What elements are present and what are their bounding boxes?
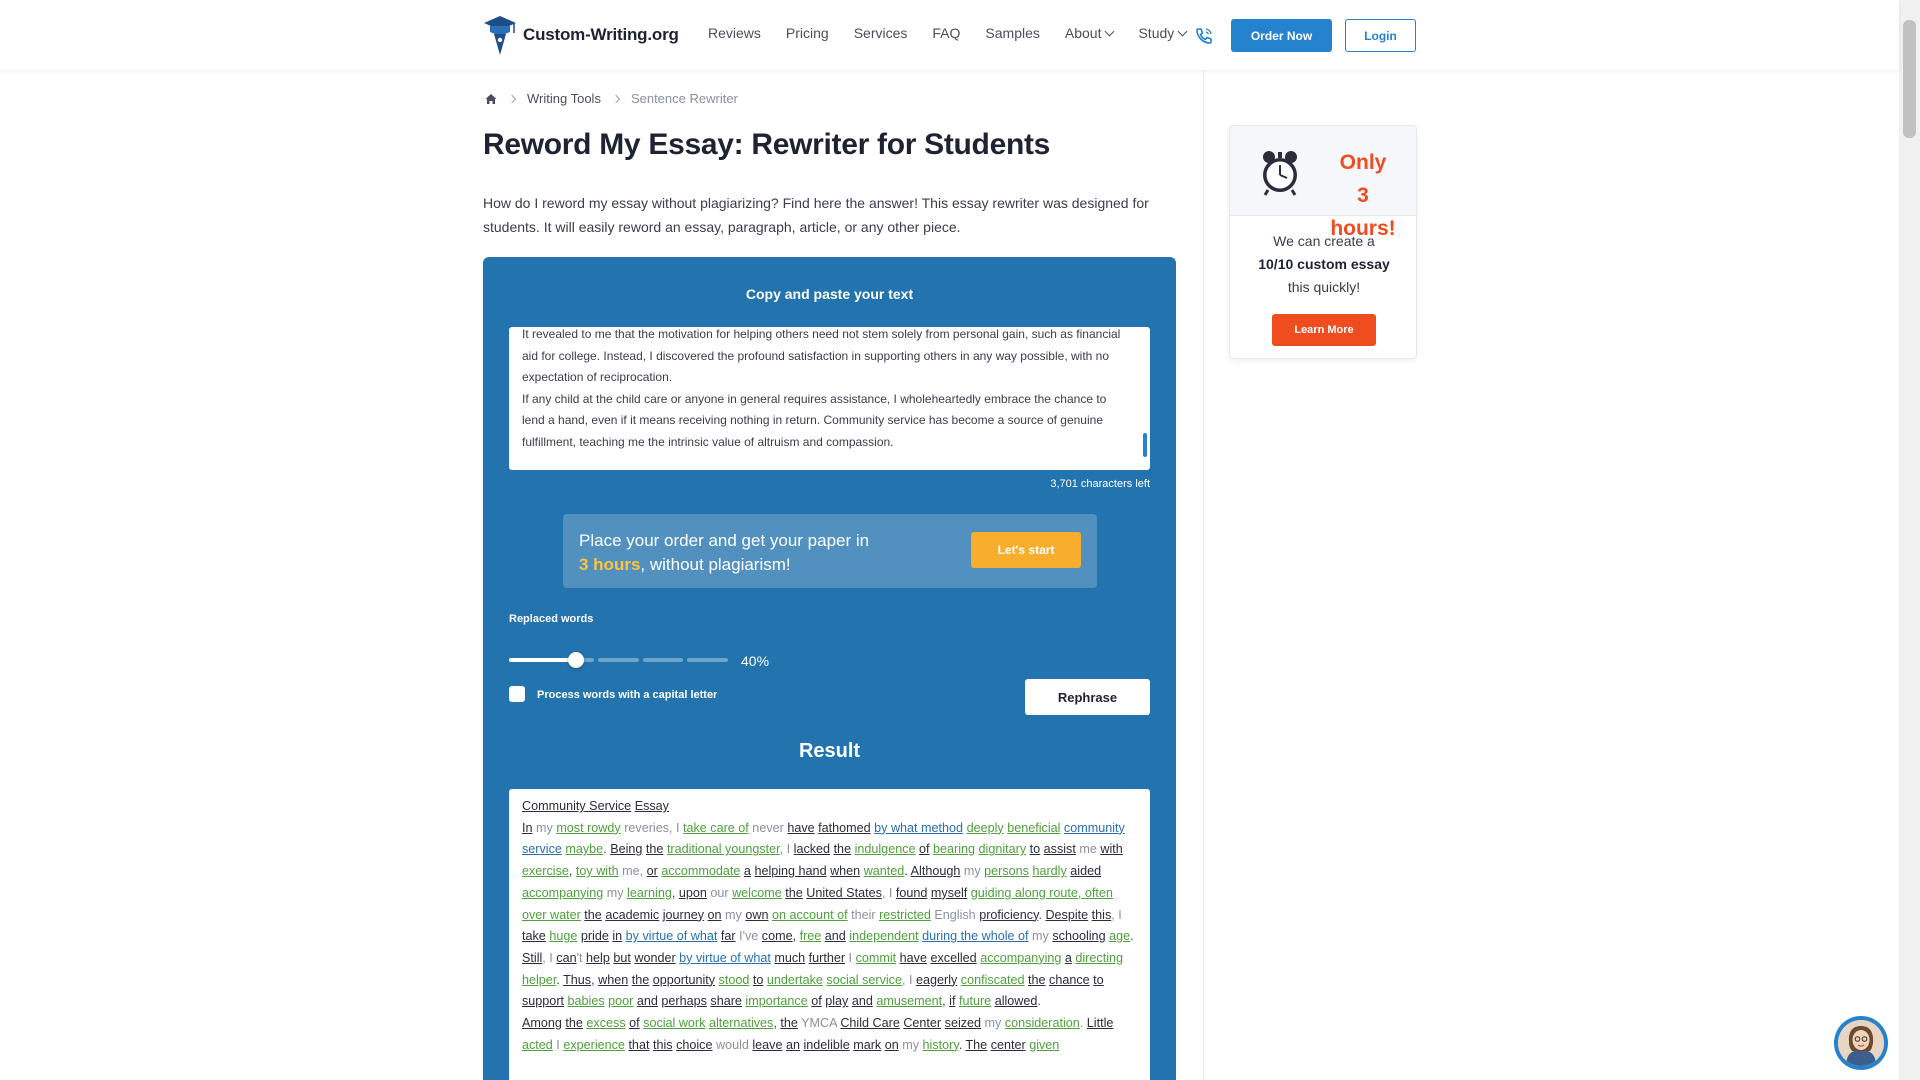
replaced-word[interactable]: welcome	[732, 885, 782, 900]
result-word: , I	[779, 842, 794, 857]
promo-text	[579, 529, 869, 577]
replaced-word[interactable]: indulgence	[854, 842, 916, 857]
result-word: own	[745, 907, 769, 922]
replaced-word[interactable]: history	[922, 1037, 959, 1052]
nav-faq[interactable]	[932, 25, 960, 41]
replaced-word[interactable]: most rowdy	[556, 820, 621, 835]
result-word: me,	[618, 864, 647, 879]
result-word: 't	[576, 950, 587, 965]
result-word: the	[1028, 972, 1046, 987]
input-scrollbar[interactable]	[1143, 433, 1147, 457]
replaced-word[interactable]: during the whole of	[922, 929, 1029, 944]
promo-card-headline-2: 3 hours!	[1330, 184, 1396, 240]
nav-services[interactable]	[854, 25, 908, 41]
result-word: excelled	[930, 950, 977, 965]
result-word: Community Service	[522, 799, 632, 813]
replaced-word[interactable]: poor	[608, 994, 634, 1009]
promo-card-body-1: We can create a	[1273, 233, 1375, 249]
breadcrumb-writing-tools[interactable]: Writing Tools	[527, 91, 601, 106]
result-word: would	[712, 1037, 753, 1052]
nav-faq-label: FAQ	[932, 25, 961, 41]
column-divider	[1203, 70, 1204, 1080]
result-word: Essay	[634, 799, 669, 813]
result-word: when	[598, 972, 629, 987]
result-word: of	[629, 1016, 640, 1031]
scrollbar-thumb[interactable]	[1903, 20, 1916, 138]
result-word: on	[884, 1037, 899, 1052]
result-word: fathomed	[818, 820, 871, 835]
replaced-word[interactable]: stood	[718, 972, 750, 987]
result-word: Little	[1086, 1016, 1114, 1031]
replaced-word[interactable]: alternatives	[708, 1016, 774, 1031]
result-word: an	[785, 1037, 800, 1052]
replaced-word[interactable]: learning	[627, 885, 672, 900]
lets-start-button[interactable]: Let's start	[971, 532, 1081, 568]
nav-about-label: About	[1064, 25, 1102, 41]
order-now-button[interactable]: Order Now	[1231, 19, 1332, 52]
result-word: the	[780, 1016, 798, 1031]
result-word: the	[645, 842, 664, 857]
result-word: , I	[901, 972, 916, 987]
result-word: the	[785, 885, 803, 900]
result-word: assist	[1043, 842, 1076, 857]
replaced-word[interactable]: consideration	[1004, 1016, 1080, 1031]
result-word: have	[899, 950, 927, 965]
result-word: Among	[522, 1016, 562, 1031]
result-word: my	[721, 907, 746, 922]
replaced-word[interactable]: free	[799, 929, 822, 944]
result-word: the	[565, 1016, 583, 1031]
result-word: Thus	[563, 972, 592, 987]
result-word: my	[898, 1037, 923, 1052]
result-word: ,	[568, 864, 576, 879]
chat-widget-button[interactable]	[1834, 1016, 1888, 1070]
replaced-word[interactable]: persons	[984, 864, 1029, 879]
result-word: reveries, I	[620, 820, 683, 835]
result-word: .	[1079, 1016, 1087, 1031]
nav-samples-label: Samples	[985, 25, 1040, 41]
result-word: a	[1064, 950, 1072, 965]
result-word: myself	[930, 885, 968, 900]
promo-card-body-2: 10/10 custom essay	[1258, 256, 1390, 272]
slider-fill	[509, 658, 576, 662]
replaced-word[interactable]: traditional youngster	[666, 842, 780, 857]
result-word: of	[919, 842, 930, 857]
result-word: , I	[881, 885, 896, 900]
replaced-word[interactable]: take care of	[683, 820, 749, 835]
result-word: schooling	[1052, 929, 1106, 944]
result-word: Child Care	[840, 1016, 900, 1031]
promo-card-body-3: this quickly!	[1287, 279, 1361, 295]
replaced-word[interactable]: commit	[855, 950, 897, 965]
replaced-word[interactable]: wanted	[863, 864, 905, 879]
result-word: further	[808, 950, 846, 965]
logo-text: Custom-Writing.org	[523, 25, 679, 44]
result-word: to	[1029, 842, 1041, 857]
result-word: I've	[735, 929, 762, 944]
main-nav	[708, 25, 1211, 41]
replaced-words-slider[interactable]	[509, 652, 728, 668]
result-word: in	[612, 929, 623, 944]
replaced-word[interactable]: given	[1029, 1037, 1060, 1052]
promo-accent: 3 hours	[579, 555, 641, 574]
result-word: helping hand	[754, 864, 827, 879]
nav-reviews[interactable]	[708, 25, 761, 41]
replaced-word[interactable]: importance	[745, 994, 808, 1009]
characters-left: 3,701 characters left	[1050, 478, 1150, 490]
replaced-word[interactable]: acted	[522, 1037, 553, 1052]
result-word: YMCA	[797, 1016, 841, 1031]
result-word: I	[845, 950, 856, 965]
result-word: ,	[773, 1016, 781, 1031]
result-word: on	[707, 907, 722, 922]
result-word: pride	[580, 929, 609, 944]
result-word: .	[958, 1037, 966, 1052]
result-word: .	[1038, 907, 1046, 922]
result-word: never	[748, 820, 788, 835]
result-word: found	[895, 885, 928, 900]
result-word: my	[603, 885, 628, 900]
replaced-word[interactable]: exercise	[522, 864, 569, 879]
result-word: my	[981, 1016, 1005, 1031]
result-word: allowed	[994, 994, 1038, 1009]
promo-line2: , without plagiarism!	[640, 555, 791, 574]
result-word: this	[652, 1037, 673, 1052]
promo-card	[1229, 125, 1417, 359]
capital-letter-label[interactable]: Process words with a capital letter	[537, 689, 718, 701]
result-word: upon	[678, 885, 707, 900]
replaced-word[interactable]: confiscated	[960, 972, 1025, 987]
result-word: can	[556, 950, 577, 965]
result-word: Although	[910, 864, 961, 879]
result-word: center	[990, 1037, 1026, 1052]
input-heading: Copy and paste your text	[745, 286, 914, 302]
result-word: seized	[944, 1016, 982, 1031]
result-word: wonder	[634, 950, 676, 965]
breadcrumb-separator-icon	[612, 94, 620, 102]
result-word: academic	[605, 907, 660, 922]
nav-pricing-label: Pricing	[785, 25, 829, 41]
result-word: share	[710, 994, 742, 1009]
result-word: the	[833, 842, 852, 857]
result-word: leave	[752, 1037, 783, 1052]
breadcrumb-current: Sentence Rewriter	[630, 91, 738, 106]
result-word: choice	[676, 1037, 713, 1052]
result-word: United States	[806, 885, 882, 900]
result-word: ,	[671, 885, 679, 900]
result-word: journey	[662, 907, 705, 922]
result-word: the	[584, 907, 602, 922]
result-word: my	[532, 820, 557, 835]
result-word: , I	[1111, 907, 1122, 922]
replaced-word[interactable]: accommodate	[661, 864, 741, 879]
replaced-word[interactable]: by virtue of what	[625, 929, 718, 944]
result-word: mark	[853, 1037, 882, 1052]
result-word: English	[930, 907, 980, 922]
result-word: and	[851, 994, 873, 1009]
result-word: play	[825, 994, 849, 1009]
breadcrumb	[485, 91, 738, 106]
result-word: but	[613, 950, 631, 965]
result-word: of	[811, 994, 822, 1009]
support-agent-avatar-icon	[1838, 1020, 1884, 1066]
chevron-down-icon	[1178, 26, 1188, 36]
nav-reviews-label: Reviews	[708, 25, 761, 41]
result-word: and	[824, 929, 846, 944]
promo-line1: Place your order and get your paper in	[579, 531, 870, 550]
result-word: this	[1091, 907, 1112, 922]
result-word: to	[1093, 972, 1104, 987]
logo[interactable]	[483, 14, 679, 56]
nav-about[interactable]	[1065, 25, 1114, 41]
result-word: and	[636, 994, 658, 1009]
nav-pricing[interactable]	[786, 25, 829, 41]
result-word: take	[522, 929, 546, 944]
page-title: Reword My Essay: Rewriter for Students	[483, 128, 1051, 161]
slider-value: 40%	[741, 653, 770, 669]
replaced-word[interactable]: hardly	[1032, 864, 1067, 879]
result-word: .	[1130, 929, 1134, 944]
result-word: I	[552, 1037, 564, 1052]
chevron-down-icon	[1105, 26, 1115, 36]
replaced-word[interactable]: guiding along route, often over water	[522, 885, 1113, 922]
phone-icon[interactable]	[1194, 26, 1214, 46]
result-word: opportunity	[652, 972, 716, 987]
result-word: much	[774, 950, 806, 965]
input-text-content: It revealed to me that the motivation for helping others need not stem solely from personal gain, such as financial aid for college. Instead, I discovered the profound satisfaction in supporting others in any way possible, with no expectation of reciprocation. If any child at the child care or anyone in general requires assistance, I wholeheartedly embrace the chance to lend a hand, even if it means receiving nothing in return. Community service has become a source of genuine fulfillment, teaching me the intrinsic value of altruism and compassion.	[522, 327, 1121, 449]
slider-thumb[interactable]	[568, 652, 584, 668]
replaced-word[interactable]: excess	[586, 1016, 626, 1031]
alarm-clock-icon	[1260, 148, 1300, 196]
avatar	[1838, 1020, 1884, 1066]
result-word: a	[743, 864, 751, 879]
result-word: chance	[1049, 972, 1090, 987]
replaced-word[interactable]: undertake	[766, 972, 823, 987]
replaced-word[interactable]: on account of	[771, 907, 848, 922]
result-word: indelible	[803, 1037, 850, 1052]
result-text	[522, 796, 1137, 1056]
replaced-word[interactable]: age	[1109, 929, 1131, 944]
result-word: our	[706, 885, 733, 900]
promo-card-body	[1230, 230, 1417, 299]
result-word: Center	[903, 1016, 942, 1031]
replaced-word[interactable]: social service	[826, 972, 902, 987]
replaced-word[interactable]: experience	[563, 1037, 625, 1052]
replaced-word[interactable]: maybe	[565, 842, 604, 857]
result-heading: Result	[798, 740, 861, 762]
nav-services-label: Services	[853, 25, 908, 41]
result-word: come	[761, 929, 793, 944]
result-word: proficiency	[979, 907, 1039, 922]
rephrase-button[interactable]: Rephrase	[1025, 679, 1150, 715]
result-output[interactable]	[509, 789, 1150, 1080]
result-word: .	[904, 864, 911, 879]
replaced-word[interactable]: social work	[643, 1016, 706, 1031]
replaced-word[interactable]: community service	[522, 820, 1125, 857]
replaced-words-label: Replaced words	[509, 613, 594, 625]
graduation-cap-pen-icon	[483, 14, 517, 56]
result-word: to	[752, 972, 764, 987]
promo-banner	[563, 514, 1097, 588]
replaced-word[interactable]: directing	[1075, 950, 1124, 965]
result-word: when	[830, 864, 861, 879]
result-word: Still	[522, 950, 543, 965]
nav-study-label: Study	[1138, 25, 1175, 41]
replaced-word[interactable]: restricted	[879, 907, 931, 922]
rewriter-tool-panel	[483, 257, 1176, 1080]
replaced-word[interactable]: bearing	[933, 842, 976, 857]
site-header	[0, 0, 1899, 70]
replaced-word[interactable]: babies	[567, 994, 605, 1009]
replaced-word[interactable]: accompanying	[522, 885, 604, 900]
result-word: my	[1028, 929, 1053, 944]
result-word: .	[1037, 994, 1041, 1009]
result-word: ,	[591, 972, 599, 987]
replaced-word[interactable]: deeply	[966, 820, 1004, 835]
learn-more-button[interactable]: Learn More	[1272, 314, 1376, 346]
replaced-word[interactable]: dignitary	[978, 842, 1027, 857]
result-word: with	[1100, 842, 1123, 857]
result-word: aided	[1070, 864, 1102, 879]
capital-letter-checkbox[interactable]	[509, 686, 525, 702]
result-word: their	[847, 907, 880, 922]
replaced-word[interactable]: toy with	[575, 864, 619, 879]
result-word: my	[960, 864, 985, 879]
result-word: help	[586, 950, 610, 965]
replaced-word[interactable]: accompanying	[980, 950, 1062, 965]
replaced-word[interactable]: by what method	[874, 820, 964, 835]
result-word: In	[522, 820, 533, 835]
result-word: far	[720, 929, 736, 944]
result-word: The	[965, 1037, 988, 1052]
page-intro: How do I reword my essay without plagiarizing? Find here the answer! This essay rewriter was designed for students. It will easily reword an essay, paragraph, article, or any other piece.	[483, 195, 1149, 235]
promo-card-header	[1230, 126, 1417, 240]
result-word: if	[949, 994, 956, 1009]
result-word: the	[631, 972, 650, 987]
result-word: or	[646, 864, 658, 879]
result-word: .	[603, 842, 611, 857]
result-word: me	[1075, 842, 1101, 857]
result-word: lacked	[793, 842, 831, 857]
result-word: , I	[542, 950, 557, 965]
result-word: ,	[792, 929, 800, 944]
result-word: Being	[610, 842, 643, 857]
text-input[interactable]	[509, 327, 1150, 470]
result-word: eagerly	[915, 972, 958, 987]
home-icon[interactable]	[485, 93, 497, 105]
result-word: that	[628, 1037, 650, 1052]
replaced-word[interactable]: by virtue of what	[679, 950, 771, 965]
login-button[interactable]: Login	[1345, 19, 1416, 52]
replaced-word[interactable]: huge	[549, 929, 578, 944]
page-scrollbar[interactable]	[1899, 0, 1920, 1080]
result-word: support	[522, 994, 565, 1009]
result-word: .	[556, 972, 564, 987]
result-word: perhaps	[661, 994, 707, 1009]
breadcrumb-separator-icon	[508, 94, 516, 102]
result-word: have	[787, 820, 815, 835]
nav-study[interactable]	[1138, 25, 1186, 41]
replaced-word[interactable]: independent	[849, 929, 919, 944]
result-word: Despite	[1045, 907, 1089, 922]
replaced-word[interactable]: amusement	[876, 994, 943, 1009]
nav-samples[interactable]	[985, 25, 1039, 41]
replaced-word[interactable]: helper	[522, 972, 557, 987]
replaced-word[interactable]: beneficial	[1007, 820, 1061, 835]
promo-card-headline-1: Only	[1339, 151, 1387, 174]
replaced-word[interactable]: future	[958, 994, 992, 1009]
result-word: ,	[942, 994, 950, 1009]
